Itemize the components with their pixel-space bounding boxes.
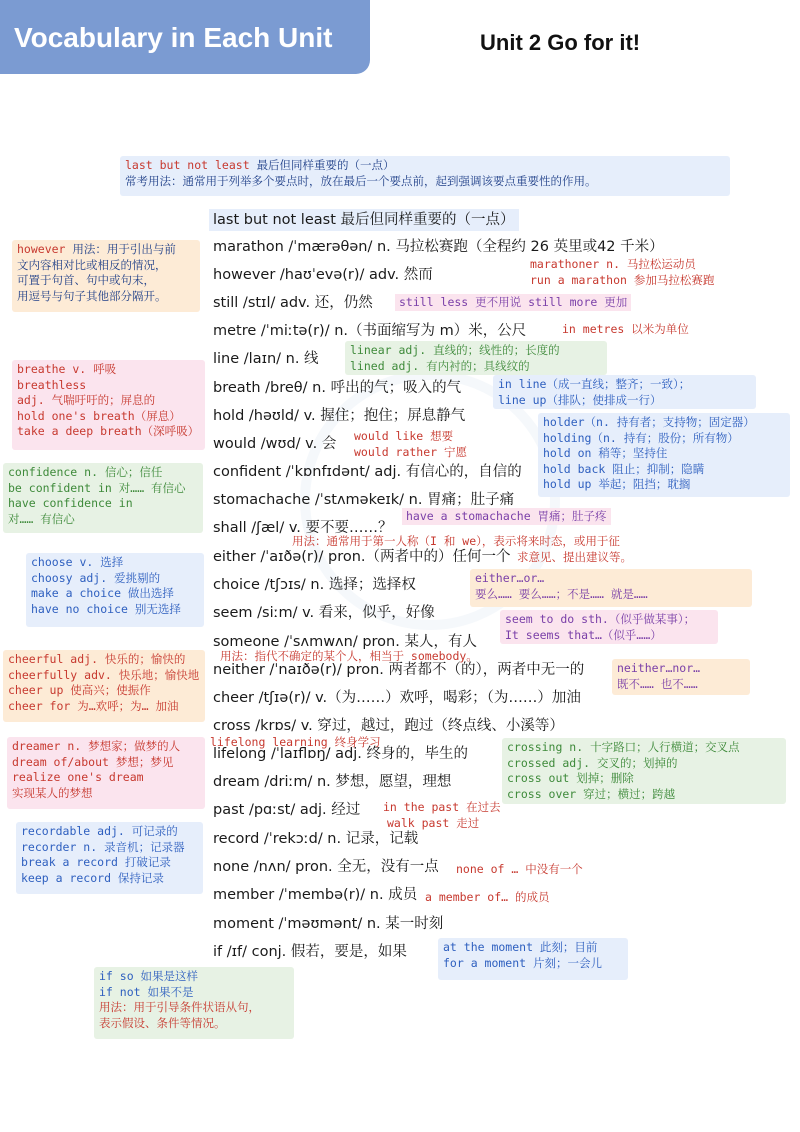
note-line: holder（n. 持有者；支持物；固定器） xyxy=(543,415,755,429)
note-none xyxy=(456,862,583,877)
note-breathe xyxy=(12,360,205,450)
note-line: if so 如果是这样 xyxy=(99,969,199,983)
note-line: would rather 宁愿 xyxy=(354,445,468,459)
note-line: crossing n. 十字路口；人行横道；交叉点 xyxy=(507,740,740,754)
note-line: 对…… 有信心 xyxy=(8,511,75,526)
word-entry: marathon /ˈmærəθən/ n. 马拉松赛跑（全程约 26 英里或42 千米） xyxy=(213,239,664,255)
note-line: 用法：用于引出与前 xyxy=(65,242,176,256)
note-in-line xyxy=(493,375,756,409)
note-line: have a stomachache 胃痛；肚子疼 xyxy=(406,509,607,523)
note-line: breathe v. 呼吸 xyxy=(17,362,117,376)
note-seem xyxy=(500,610,718,644)
note-marathon xyxy=(530,256,714,288)
note-someone xyxy=(220,649,478,664)
note-line: 既不…… 也不…… xyxy=(617,676,698,691)
note-line: confidence n. 信心；信任 xyxy=(8,465,163,479)
note-line: linear adj. 直线的；线性的；长度的 xyxy=(350,343,560,357)
note-line: cross out 划掉；删除 xyxy=(507,771,634,785)
note-line: dream of/about 梦想；梦见 xyxy=(12,754,174,769)
note-line: have confidence in xyxy=(8,496,133,510)
note-member xyxy=(425,890,550,905)
unit-title: Unit 2 Go for it! xyxy=(480,30,641,55)
word-entry: past /pɑːst/ adj. 经过 xyxy=(213,802,361,818)
note-line: walk past 走过 xyxy=(387,816,480,830)
note-still xyxy=(395,294,631,311)
note-line: realize one's dream xyxy=(12,770,144,784)
word-entry: cheer /tʃɪə(r)/ v.（为……）欢呼，喝彩；（为……）加油 xyxy=(213,690,581,706)
note-line: hold one's breath（屏息） xyxy=(17,408,181,423)
note-line: dreamer n. 梦想家；做梦的人 xyxy=(12,739,181,753)
note-line: cheer for 为…欢呼；为… 加油 xyxy=(8,698,179,713)
word-entry: record /ˈrekɔːd/ n. 记录，记载 xyxy=(213,831,419,847)
note-line: 用法：用于引导条件状语从句， xyxy=(99,1000,260,1014)
note-stomachache xyxy=(402,508,611,525)
note-line: take a deep breath（深呼吸） xyxy=(17,424,200,438)
note-line: It seems that…（似乎……） xyxy=(505,627,662,642)
note-moment xyxy=(438,938,628,980)
word-entry: however /haʊˈevə(r)/ adv. 然而 xyxy=(213,267,433,283)
note-line: recordable adj. 可记录的 xyxy=(21,824,178,838)
note-line: choosy adj. 爱挑剔的 xyxy=(31,570,161,585)
note-line: 用法：通常用于第一人称（I 和 we），表示将来时态，或用于征 xyxy=(292,534,620,548)
note-line: cheerful adj. 快乐的；愉快的 xyxy=(8,652,186,666)
note-keyword: however xyxy=(17,242,66,256)
word-entry: metre /ˈmiːtə(r)/ n.（书面缩写为 m）米，公尺 xyxy=(213,323,527,339)
word-entry: breath /breθ/ n. 呼出的气；吸入的气 xyxy=(213,380,462,396)
note-metre xyxy=(562,322,689,337)
note-lifelong xyxy=(210,735,381,750)
note-either xyxy=(470,569,752,607)
note-line: lifelong learning 终身学习 xyxy=(210,735,381,749)
note-line: run a marathon 参加马拉松赛跑 xyxy=(530,273,715,287)
note-line: 要么…… 要么……；不是…… 就是…… xyxy=(475,586,648,601)
note-line: at the moment 此刻；目前 xyxy=(443,940,598,954)
word-entry: moment /ˈməʊmənt/ n. 某一时刻 xyxy=(213,916,444,932)
note-line: line up（排队；使排成一行） xyxy=(498,392,662,407)
note-line: 求意见、提出建议等。 xyxy=(517,550,632,564)
word-entry: someone /ˈsʌmwʌn/ pron. 某人，有人 xyxy=(213,634,477,650)
word-entry: choice /tʃɔɪs/ n. 选择；选择权 xyxy=(213,577,416,593)
note-neither xyxy=(612,659,750,695)
word-entry: neither /ˈnaɪðə(r)/ pron. 两者都不（的），两者中无一的 xyxy=(213,662,585,678)
note-line: 可置于句首、句中或句末， xyxy=(17,273,155,287)
word-entry: last but not least 最后但同样重要的（一点） xyxy=(209,209,519,231)
note-last-but-not-least xyxy=(120,156,730,196)
note-line: have no choice 别无选择 xyxy=(31,601,181,616)
note-line: hold back 阻止；抑制；隐瞒 xyxy=(543,461,705,476)
note-line: be confident in 对…… 有信心 xyxy=(8,480,186,495)
note-line: recorder n. 录音机；记录器 xyxy=(21,839,185,854)
word-entry: would /wʊd/ v. 会 xyxy=(213,436,337,452)
note-confidence xyxy=(3,463,203,533)
word-entry: none /nʌn/ pron. 全无，没有一点 xyxy=(213,859,439,875)
note-if-so xyxy=(94,967,294,1039)
note-line: hold on 稍等；坚持住 xyxy=(543,446,668,460)
note-dreamer xyxy=(7,737,205,809)
note-would xyxy=(354,428,467,460)
word-entry: cross /krɒs/ v. 穿过，越过，跑过（终点线、小溪等） xyxy=(213,718,564,734)
note-line: crossed adj. 交叉的；划掉的 xyxy=(507,755,678,770)
note-line: still less 更不用说 still more 更加 xyxy=(399,295,628,309)
note-line: cheer up 使高兴；使振作 xyxy=(8,683,151,697)
note-line: lined adj. 有内衬的；具线纹的 xyxy=(350,358,530,373)
word-entry: still /stɪl/ adv. 还，仍然 xyxy=(213,295,373,311)
note-line: choose v. 选择 xyxy=(31,555,124,569)
note-line: for a moment 片刻；一会儿 xyxy=(443,955,603,970)
note-line: none of … 中没有一个 xyxy=(456,862,583,876)
note-line: make a choice 做出选择 xyxy=(31,586,174,600)
note-line: a member of… 的成员 xyxy=(425,890,550,904)
note-line: holding（n. 持有；股份；所有物） xyxy=(543,430,739,445)
note-line: in line（成一直线；整齐；一致）； xyxy=(498,377,691,391)
word-entry: if /ɪf/ conj. 假若，要是，如果 xyxy=(213,944,407,960)
note-line: 用逗号与句子其他部分隔开。 xyxy=(17,288,167,303)
note-line: 文内容相对比或相反的情况， xyxy=(17,257,167,272)
word-entry: lifelong /ˈlaɪflɒŋ/ adj. 终身的，毕生的 xyxy=(213,746,469,762)
note-line: neither…nor… xyxy=(617,661,701,675)
word-entry: hold /həʊld/ v. 握住；抱住；屏息静气 xyxy=(213,408,466,424)
note-line: adj. 气喘吁吁的；屏息的 xyxy=(17,393,156,407)
note-line: keep a record 保持记录 xyxy=(21,870,164,885)
note-line: last but not least xyxy=(125,158,250,172)
note-choose xyxy=(26,553,204,627)
note-line: break a record 打破记录 xyxy=(21,855,171,869)
note-line: 表示假设、条件等情况。 xyxy=(99,1015,226,1030)
note-line: 最后但同样重要的（一点） xyxy=(256,158,395,172)
page-title: Vocabulary in Each Unit xyxy=(14,22,333,53)
word-entry: shall /ʃæl/ v. 要不要……？ xyxy=(213,520,393,536)
note-line: marathoner n. 马拉松运动员 xyxy=(530,257,696,271)
note-however xyxy=(12,240,200,312)
note-line: 实现某人的梦想 xyxy=(12,785,93,800)
note-line: 常考用法：通常用于列举多个要点时，放在最后一个要点前，起到强调该要点重要性的作用。 xyxy=(125,173,597,188)
note-crossing xyxy=(502,738,786,804)
note-line: in metres 以米为单位 xyxy=(562,322,689,336)
note-holder xyxy=(538,413,790,497)
header-tab xyxy=(0,0,370,74)
word-entry: line /laɪn/ n. 线 xyxy=(213,351,319,367)
note-cheerful xyxy=(3,650,205,722)
note-line: breathless xyxy=(17,377,87,392)
note-shall xyxy=(292,534,620,549)
word-entry: dream /driːm/ n. 梦想，愿望，理想 xyxy=(213,774,452,790)
word-entry: either /ˈaɪðə(r)/ pron.（两者中的）任何一个 xyxy=(213,549,511,565)
note-line: hold up 举起；阻挡；耽搁 xyxy=(543,477,691,491)
word-entry: confident /ˈkɒnfɪdənt/ adj. 有信心的，自信的 xyxy=(213,464,522,480)
note-shall-cont xyxy=(517,550,632,565)
word-entry: member /ˈmembə(r)/ n. 成员 xyxy=(213,887,418,903)
note-linear xyxy=(345,341,607,375)
note-line: cheerfully adv. 快乐地；愉快地 xyxy=(8,667,200,682)
note-line: 用法：指代不确定的某个人，相当于 somebody。 xyxy=(220,649,478,663)
word-entry: seem /siːm/ v. 看来，似乎，好像 xyxy=(213,605,435,621)
note-line: cross over 穿过；横过；跨越 xyxy=(507,786,676,801)
note-line: seem to do sth.（似乎做某事）； xyxy=(505,612,696,626)
note-recordable xyxy=(16,822,203,894)
note-line: either…or… xyxy=(475,571,545,585)
note-line: in the past 在过去 xyxy=(383,800,501,814)
note-line: would like 想要 xyxy=(354,429,454,443)
note-past xyxy=(383,799,501,831)
note-line: if not 如果不是 xyxy=(99,984,194,999)
word-entry: stomachache /ˈstʌməkeɪk/ n. 胃痛；肚子痛 xyxy=(213,492,515,508)
